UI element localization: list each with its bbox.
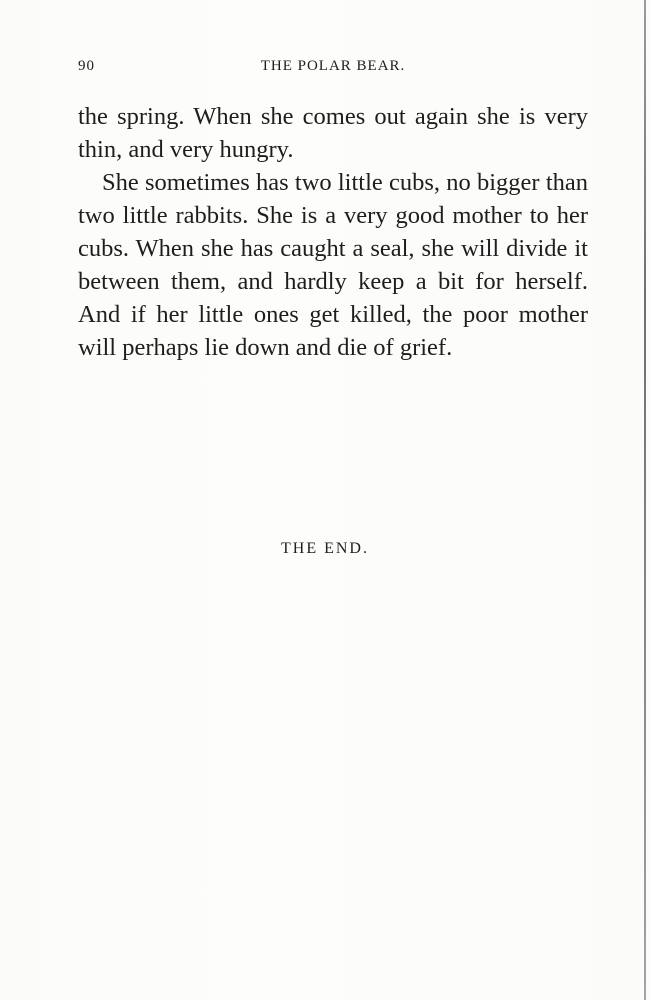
running-title: THE POLAR BEAR. bbox=[260, 58, 406, 74]
running-header bbox=[78, 58, 588, 82]
the-end-text: THE END. bbox=[281, 540, 369, 557]
body-text bbox=[78, 100, 588, 364]
page-edge bbox=[644, 0, 646, 1000]
paragraph: She sometimes has two little cubs, no bigger than two little rabbits. She is a very good mother to her cubs. When she has caught a seal, she will divide it between them, and hardly keep a bit for herself. And if her little ones get killed, the poor mother will perhaps lie down and die of grief. bbox=[78, 169, 588, 361]
page-number: 90 bbox=[78, 58, 95, 74]
paragraph-continued: the spring. When she comes out again she is very thin, and very hungry. bbox=[78, 103, 588, 163]
